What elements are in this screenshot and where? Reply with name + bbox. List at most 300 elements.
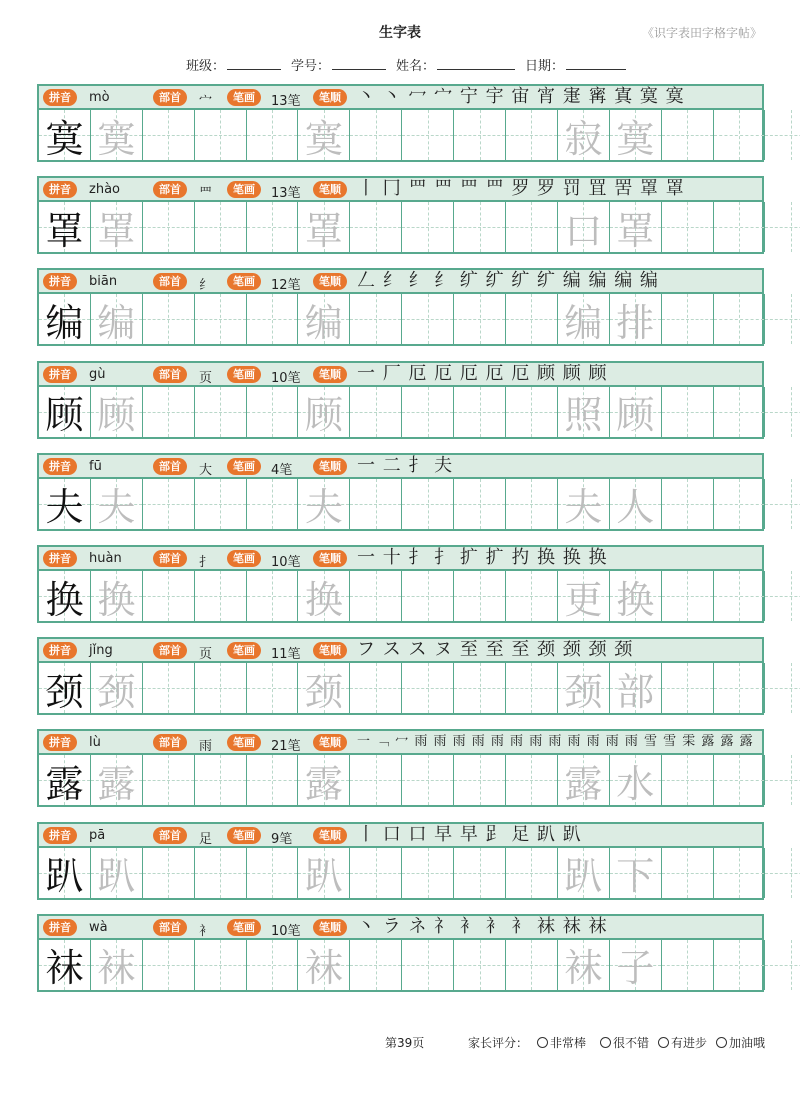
tianzige-cell[interactable] [298, 110, 350, 160]
tianzige-cell[interactable] [610, 663, 662, 713]
tianzige-cell[interactable] [350, 110, 402, 160]
tianzige-cell[interactable] [247, 294, 299, 344]
tianzige-cell[interactable] [195, 479, 247, 529]
eval-option-good[interactable] [600, 1034, 649, 1051]
tianzige-cell[interactable] [247, 202, 299, 252]
tianzige-cell[interactable] [402, 294, 454, 344]
pinyin-value: mò [89, 90, 110, 105]
tianzige-cell[interactable] [610, 387, 662, 437]
tianzige-cell[interactable] [558, 479, 610, 529]
trace-character: 换 [304, 577, 343, 622]
radical-value: 页 [199, 647, 213, 663]
tianzige-cell[interactable] [454, 294, 506, 344]
tianzige-cell[interactable] [610, 571, 662, 621]
tianzige-cell[interactable] [714, 202, 766, 252]
tianzige-cell[interactable] [765, 202, 800, 252]
tianzige-cell[interactable] [298, 848, 350, 898]
tianzige-cell[interactable] [714, 848, 766, 898]
stroke-order-badge: 笔顺 [313, 89, 347, 106]
tianzige-cell[interactable] [506, 110, 558, 160]
name-field[interactable] [396, 55, 515, 74]
radical-badge: 部首 [153, 919, 187, 936]
stroke-order-badge: 笔顺 [313, 642, 347, 659]
tianzige-cell[interactable] [195, 663, 247, 713]
tianzige-cell[interactable] [765, 294, 800, 344]
pinyin-value: biān [89, 274, 118, 290]
tianzige-cell[interactable] [39, 294, 91, 344]
date-blank[interactable] [566, 57, 626, 70]
tianzige-cell[interactable] [765, 940, 800, 990]
class-field[interactable] [186, 55, 281, 74]
stroke-count-value: 10笔 [271, 923, 301, 939]
stroke-count-value: 10笔 [271, 370, 301, 386]
student-number-blank[interactable] [332, 57, 386, 70]
class-blank[interactable] [227, 57, 281, 70]
tianzige-cell[interactable] [610, 294, 662, 344]
tianzige-cell[interactable] [350, 848, 402, 898]
tianzige-cell[interactable] [506, 940, 558, 990]
radical-badge: 部首 [153, 181, 187, 198]
tianzige-cell[interactable] [195, 202, 247, 252]
stroke-order-sequence: 一 ﹁ 冖 雨 雨 雨 雨 雨 雨 雨 雨 雨 雨 雨 雨 雪 雪 雬 露 露 露 [357, 734, 754, 750]
tianzige-cell[interactable] [298, 294, 350, 344]
tianzige-cell[interactable] [247, 387, 299, 437]
practice-row [37, 84, 764, 162]
trace-character: 夫 [304, 485, 343, 530]
trace-character: 颈 [564, 669, 603, 714]
tianzige-cell[interactable] [558, 755, 610, 805]
page-title: 生字表 [379, 25, 421, 41]
row-header [39, 178, 762, 202]
tianzige-grid [39, 940, 762, 990]
stroke-order-sequence: 丨 冂 罒 罒 罒 罒 罗 罗 罚 罝 罟 罩 罩 [357, 178, 685, 200]
stroke-order-badge: 笔顺 [313, 550, 347, 567]
tianzige-cell[interactable] [506, 571, 558, 621]
tianzige-cell[interactable] [506, 755, 558, 805]
name-blank[interactable] [437, 57, 515, 70]
tianzige-cell[interactable] [558, 848, 610, 898]
trace-character: 袜 [304, 946, 343, 991]
tianzige-cell[interactable] [662, 940, 714, 990]
tianzige-cell[interactable] [195, 848, 247, 898]
tianzige-cell[interactable] [91, 848, 143, 898]
trace-character: 水 [616, 761, 655, 806]
trace-character: 顾 [304, 393, 343, 438]
tianzige-cell[interactable] [91, 294, 143, 344]
tianzige-cell[interactable] [39, 755, 91, 805]
tianzige-grid [39, 663, 762, 713]
stroke-order-badge: 笔顺 [313, 181, 347, 198]
tianzige-cell[interactable] [765, 848, 800, 898]
tianzige-cell[interactable] [506, 202, 558, 252]
trace-character: 寞 [97, 116, 136, 161]
stroke-order-sequence: 丨 口 口 早 早 𧾷 足 趴 趴 [357, 823, 582, 845]
radical-value: 足 [199, 831, 213, 847]
trace-character: 罩 [616, 208, 655, 253]
tianzige-cell[interactable] [247, 848, 299, 898]
radical-value: 雨 [199, 739, 213, 755]
tianzige-cell[interactable] [402, 479, 454, 529]
practice-row [37, 822, 764, 900]
row-header [39, 363, 762, 387]
trace-character: 编 [564, 300, 603, 345]
date-field[interactable] [525, 55, 626, 74]
tianzige-cell[interactable] [714, 294, 766, 344]
tianzige-cell[interactable] [662, 663, 714, 713]
pinyin-badge: 拼音 [43, 919, 77, 936]
stroke-order-sequence: 一 二 扌 夫 [357, 454, 454, 476]
stroke-count-badge: 笔画 [227, 273, 261, 290]
tianzige-cell[interactable] [143, 755, 195, 805]
tianzige-cell[interactable] [350, 479, 402, 529]
model-character: 顾 [45, 393, 84, 438]
radical-value: 页 [199, 370, 213, 386]
radical-value: 罒 [199, 186, 213, 202]
tianzige-cell[interactable] [39, 387, 91, 437]
practice-row [37, 453, 764, 531]
tianzige-cell[interactable] [143, 294, 195, 344]
stroke-order-sequence: 𠃋 纟 纟 纟 纩 纩 纩 纩 编 编 编 编 [357, 270, 659, 292]
stroke-count-value: 12笔 [271, 278, 301, 294]
tianzige-cell[interactable] [402, 387, 454, 437]
tianzige-cell[interactable] [298, 663, 350, 713]
tianzige-cell[interactable] [247, 479, 299, 529]
tianzige-cell[interactable] [143, 571, 195, 621]
trace-character: 顾 [616, 393, 655, 438]
date-label: 日期： [525, 59, 565, 74]
eval-option-label: 加油哦 [729, 1036, 766, 1050]
tianzige-cell[interactable] [662, 755, 714, 805]
tianzige-cell[interactable] [39, 571, 91, 621]
tianzige-cell[interactable] [350, 571, 402, 621]
tianzige-cell[interactable] [454, 202, 506, 252]
stroke-count-badge: 笔画 [227, 550, 261, 567]
tianzige-cell[interactable] [714, 663, 766, 713]
stroke-order-sequence: 丶 丶 冖 宀 宁 宇 宙 宵 寁 寗 寘 寞 寞 [357, 86, 685, 107]
stroke-count-value: 10笔 [271, 555, 301, 570]
tianzige-cell[interactable] [195, 571, 247, 621]
pinyin-badge: 拼音 [43, 458, 77, 475]
tianzige-cell[interactable] [558, 387, 610, 437]
eval-option-label: 有进步 [671, 1036, 708, 1050]
tianzige-cell[interactable] [610, 479, 662, 529]
trace-character: 袜 [97, 946, 136, 991]
tianzige-cell[interactable] [454, 755, 506, 805]
tianzige-cell[interactable] [610, 755, 662, 805]
stroke-order-sequence: 丶 ラ ネ 礻 衤 衤 衤 袜 袜 袜 [357, 915, 608, 937]
tianzige-cell[interactable] [247, 571, 299, 621]
tianzige-cell[interactable] [91, 940, 143, 990]
tianzige-cell[interactable] [714, 110, 766, 160]
stroke-order-sequence: 一 十 扌 扌 扩 扩 扚 换 换 换 [357, 547, 608, 568]
trace-character: 人 [616, 485, 655, 530]
trace-character: 露 [304, 761, 343, 806]
radio-circle-icon[interactable] [716, 1037, 727, 1048]
student-number-field[interactable] [291, 55, 386, 74]
tianzige-cell[interactable] [195, 110, 247, 160]
tianzige-cell[interactable] [195, 387, 247, 437]
radio-circle-icon[interactable] [537, 1037, 548, 1048]
pinyin-badge: 拼音 [43, 642, 77, 659]
tianzige-cell[interactable] [558, 663, 610, 713]
stroke-count-value: 21笔 [271, 739, 301, 755]
page-number: 第39页 [385, 1036, 425, 1050]
tianzige-cell[interactable] [610, 202, 662, 252]
tianzige-cell[interactable] [39, 940, 91, 990]
row-header [39, 547, 762, 571]
tianzige-cell[interactable] [298, 202, 350, 252]
radical-value: 大 [199, 462, 213, 478]
tianzige-cell[interactable] [714, 387, 766, 437]
stroke-order-sequence: フ ス ス ヌ 至 至 至 颈 颈 颈 颈 [357, 639, 634, 661]
tianzige-cell[interactable] [402, 202, 454, 252]
trace-character: 编 [97, 300, 136, 345]
radical-value: 衤 [199, 923, 213, 939]
stroke-count-badge: 笔画 [227, 458, 261, 475]
pinyin-value: lù [89, 735, 101, 751]
tianzige-cell[interactable] [402, 110, 454, 160]
stroke-count-badge: 笔画 [227, 827, 261, 844]
radical-badge: 部首 [153, 827, 187, 844]
tianzige-cell[interactable] [506, 294, 558, 344]
stroke-order-badge: 笔顺 [313, 827, 347, 844]
tianzige-cell[interactable] [91, 110, 143, 160]
tianzige-cell[interactable] [765, 663, 800, 713]
tianzige-cell[interactable] [91, 479, 143, 529]
pinyin-value: zhào [89, 182, 120, 198]
tianzige-cell[interactable] [195, 940, 247, 990]
tianzige-cell[interactable] [610, 110, 662, 160]
trace-character: 袜 [564, 946, 603, 991]
tianzige-grid [39, 848, 762, 898]
tianzige-cell[interactable] [298, 571, 350, 621]
tianzige-cell[interactable] [402, 755, 454, 805]
pinyin-value: huàn [89, 551, 122, 566]
radio-circle-icon[interactable] [600, 1037, 611, 1048]
student-info-line [186, 55, 632, 74]
tianzige-cell[interactable] [402, 571, 454, 621]
eval-option-keep-going[interactable] [716, 1034, 765, 1051]
model-character: 编 [45, 300, 84, 345]
tianzige-cell[interactable] [350, 663, 402, 713]
tianzige-grid [39, 202, 762, 252]
tianzige-cell[interactable] [714, 755, 766, 805]
trace-character: 部 [616, 669, 655, 714]
tianzige-cell[interactable] [662, 202, 714, 252]
trace-character: 排 [616, 300, 655, 345]
tianzige-cell[interactable] [662, 294, 714, 344]
parent-evaluation-label: 家长评分： [468, 1036, 529, 1050]
tianzige-cell[interactable] [454, 940, 506, 990]
tianzige-cell[interactable] [662, 479, 714, 529]
radical-badge: 部首 [153, 89, 187, 106]
model-character: 袜 [45, 946, 84, 991]
stroke-count-badge: 笔画 [227, 181, 261, 198]
stroke-count-value: 13笔 [271, 94, 301, 109]
tianzige-cell[interactable] [610, 940, 662, 990]
tianzige-cell[interactable] [662, 387, 714, 437]
tianzige-cell[interactable] [558, 110, 610, 160]
tianzige-cell[interactable] [454, 571, 506, 621]
stroke-count-value: 9笔 [271, 831, 293, 847]
stroke-order-badge: 笔顺 [313, 366, 347, 383]
pinyin-value: gù [89, 366, 106, 382]
practice-row [37, 914, 764, 992]
trace-character: 口 [564, 208, 603, 253]
radical-badge: 部首 [153, 642, 187, 659]
row-header [39, 455, 762, 479]
stroke-order-badge: 笔顺 [313, 273, 347, 290]
tianzige-cell[interactable] [558, 202, 610, 252]
tianzige-cell[interactable] [454, 663, 506, 713]
trace-character: 夫 [564, 485, 603, 530]
trace-character: 寞 [304, 116, 343, 161]
tianzige-cell[interactable] [91, 571, 143, 621]
tianzige-cell[interactable] [143, 663, 195, 713]
pinyin-value: pā [89, 827, 106, 843]
tianzige-cell[interactable] [91, 755, 143, 805]
tianzige-cell[interactable] [558, 940, 610, 990]
stroke-count-badge: 笔画 [227, 366, 261, 383]
tianzige-cell[interactable] [558, 571, 610, 621]
tianzige-cell[interactable] [454, 110, 506, 160]
tianzige-grid [39, 571, 762, 621]
tianzige-cell[interactable] [402, 848, 454, 898]
practice-row [37, 176, 764, 254]
page-subtitle: 《识字表田字格字帖》 [641, 26, 762, 40]
tianzige-cell[interactable] [39, 110, 91, 160]
practice-row [37, 637, 764, 715]
tianzige-cell[interactable] [91, 663, 143, 713]
row-header [39, 824, 762, 848]
radical-badge: 部首 [153, 366, 187, 383]
trace-character: 编 [304, 300, 343, 345]
trace-character: 顾 [97, 393, 136, 438]
tianzige-cell[interactable] [350, 387, 402, 437]
tianzige-cell[interactable] [247, 940, 299, 990]
tianzige-grid [39, 110, 762, 160]
tianzige-grid [39, 755, 762, 805]
pinyin-value: wà [89, 919, 108, 935]
tianzige-cell[interactable] [143, 202, 195, 252]
tianzige-cell[interactable] [39, 479, 91, 529]
model-character: 寞 [45, 116, 84, 161]
tianzige-cell[interactable] [506, 848, 558, 898]
trace-character: 露 [97, 761, 136, 806]
tianzige-cell[interactable] [558, 294, 610, 344]
tianzige-cell[interactable] [350, 202, 402, 252]
tianzige-cell[interactable] [454, 387, 506, 437]
pinyin-badge: 拼音 [43, 89, 77, 106]
tianzige-cell[interactable] [298, 479, 350, 529]
tianzige-cell[interactable] [91, 387, 143, 437]
pinyin-badge: 拼音 [43, 273, 77, 290]
tianzige-cell[interactable] [506, 663, 558, 713]
tianzige-cell[interactable] [195, 755, 247, 805]
tianzige-cell[interactable] [143, 110, 195, 160]
tianzige-cell[interactable] [143, 479, 195, 529]
tianzige-cell[interactable] [662, 571, 714, 621]
tianzige-cell[interactable] [298, 387, 350, 437]
model-character: 夫 [45, 485, 84, 530]
radio-circle-icon[interactable] [658, 1037, 669, 1048]
tianzige-cell[interactable] [765, 755, 800, 805]
model-character: 换 [45, 577, 84, 622]
tianzige-cell[interactable] [765, 110, 800, 160]
tianzige-grid [39, 387, 762, 437]
eval-option-excellent[interactable] [537, 1034, 586, 1051]
practice-row [37, 729, 764, 807]
tianzige-cell[interactable] [91, 202, 143, 252]
tianzige-cell[interactable] [143, 848, 195, 898]
trace-character: 换 [616, 577, 655, 622]
tianzige-cell[interactable] [195, 294, 247, 344]
stroke-count-value: 13笔 [271, 186, 301, 202]
pinyin-badge: 拼音 [43, 181, 77, 198]
tianzige-cell[interactable] [247, 663, 299, 713]
tianzige-cell[interactable] [765, 571, 800, 621]
tianzige-cell[interactable] [247, 755, 299, 805]
radical-badge: 部首 [153, 550, 187, 567]
tianzige-cell[interactable] [39, 202, 91, 252]
radical-badge: 部首 [153, 458, 187, 475]
tianzige-cell[interactable] [662, 110, 714, 160]
student-number-label: 学号： [291, 59, 331, 74]
trace-character: 趴 [564, 854, 603, 899]
trace-character: 罩 [97, 208, 136, 253]
stroke-count-badge: 笔画 [227, 89, 261, 106]
tianzige-cell[interactable] [662, 848, 714, 898]
tianzige-cell[interactable] [506, 479, 558, 529]
model-character: 罩 [45, 208, 84, 253]
tianzige-cell[interactable] [714, 940, 766, 990]
tianzige-cell[interactable] [143, 940, 195, 990]
tianzige-cell[interactable] [298, 755, 350, 805]
tianzige-cell[interactable] [610, 848, 662, 898]
trace-character: 换 [97, 577, 136, 622]
pinyin-value: fū [89, 458, 102, 474]
model-character: 颈 [45, 669, 84, 714]
row-header [39, 639, 762, 663]
pinyin-badge: 拼音 [43, 366, 77, 383]
tianzige-cell[interactable] [298, 940, 350, 990]
eval-option-progress[interactable] [658, 1034, 707, 1051]
trace-character: 趴 [304, 854, 343, 899]
tianzige-cell[interactable] [350, 294, 402, 344]
eval-option-label: 很不错 [613, 1036, 650, 1050]
tianzige-cell[interactable] [247, 110, 299, 160]
tianzige-cell[interactable] [350, 940, 402, 990]
tianzige-cell[interactable] [765, 479, 800, 529]
tianzige-cell[interactable] [402, 940, 454, 990]
tianzige-cell[interactable] [143, 387, 195, 437]
tianzige-cell[interactable] [350, 755, 402, 805]
tianzige-cell[interactable] [39, 848, 91, 898]
radical-value: 宀 [199, 94, 213, 109]
tianzige-cell[interactable] [39, 663, 91, 713]
stroke-count-badge: 笔画 [227, 919, 261, 936]
tianzige-cell[interactable] [402, 663, 454, 713]
tianzige-cell[interactable] [765, 387, 800, 437]
tianzige-cell[interactable] [506, 387, 558, 437]
pinyin-value: jǐng [89, 643, 113, 659]
tianzige-cell[interactable] [454, 479, 506, 529]
tianzige-cell[interactable] [454, 848, 506, 898]
tianzige-cell[interactable] [714, 571, 766, 621]
tianzige-cell[interactable] [714, 479, 766, 529]
tianzige-grid [39, 479, 762, 529]
trace-character: 趴 [97, 854, 136, 899]
